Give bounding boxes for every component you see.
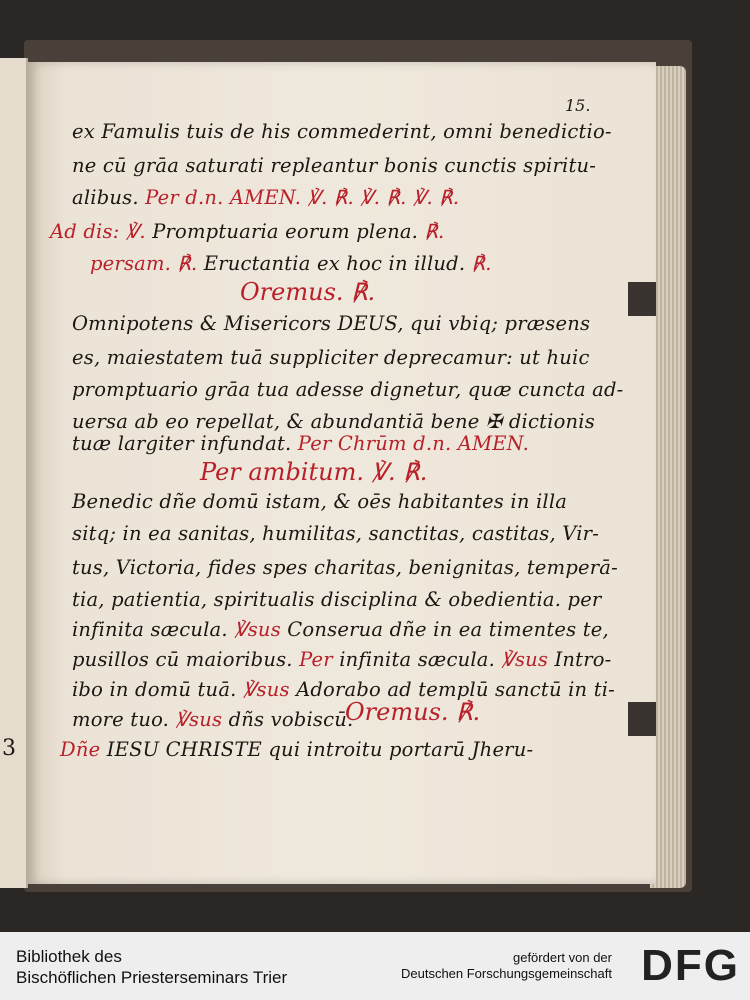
text-line: Dñe IESU CHRISTE qui introitu portarū Jheru- bbox=[60, 738, 534, 761]
text-line: uersa ab eo repellat, & abundantiā bene ✠ dictionis bbox=[72, 410, 595, 433]
text-line: ex Famulis tuis de his commederint, omni benedictio- bbox=[72, 120, 612, 143]
left-page-edge bbox=[0, 58, 28, 888]
footer-bar bbox=[0, 932, 750, 1000]
text-line: Omnipotens & Misericors DEUS, qui vbiq; præsens bbox=[72, 312, 591, 335]
left-page-fragment: 3 bbox=[2, 736, 16, 761]
text-line: tus, Victoria, fides spes charitas, benignitas, temperā- bbox=[72, 556, 618, 579]
rubric-heading: Oremus. ℟. bbox=[345, 698, 481, 726]
text-line: Benedic dñe domū istam, & oēs habitantes in illa bbox=[72, 490, 568, 513]
rubric-heading: Per ambitum. ℣. ℟. bbox=[200, 458, 428, 486]
text-line: promptuario grāa tua adesse dignetur, quæ cuncta ad- bbox=[72, 378, 624, 401]
text-line: persam. ℟. Eructantia ex hoc in illud. ℟. bbox=[90, 252, 492, 275]
text-line: ibo in domū tuā. ℣sus Adorabo ad templū sanctū in ti- bbox=[72, 678, 615, 701]
dfg-logo: DFG bbox=[641, 941, 740, 990]
text-line: ne cū grāa saturati repleantur bonis cunctis spiritu- bbox=[72, 154, 597, 177]
book-clasp bbox=[628, 282, 656, 316]
folio-number: 15. bbox=[565, 96, 591, 115]
text-line: es, maiestatem tuā suppliciter deprecamur: ut huic bbox=[72, 346, 590, 369]
funding-credit bbox=[401, 950, 612, 982]
text-line: more tuo. ℣sus dñs vobiscū. bbox=[72, 708, 354, 731]
text-line: sitq; in ea sanitas, humilitas, sanctitas, castitas, Vir- bbox=[72, 522, 599, 545]
text-line: alibus. Per d.n. AMEN. ℣. ℟. ℣. ℟. ℣. ℟. bbox=[72, 186, 460, 209]
book-clasp bbox=[628, 702, 656, 736]
funding-line: Deutschen Forschungsgemeinschaft bbox=[400, 966, 612, 981]
text-line: Ad dis: ℣. Promptuaria eorum plena. ℟. bbox=[50, 220, 445, 243]
funding-line: gefördert von der bbox=[512, 950, 612, 965]
text-line: tia, patientia, spiritualis disciplina & obedientia. per bbox=[72, 588, 602, 611]
library-line: Bibliothek des bbox=[16, 947, 122, 966]
library-line: Bischöflichen Priesterseminars Trier bbox=[16, 968, 288, 987]
text-line: infinita sæcula. ℣sus Conserua dñe in ea timentes te, bbox=[72, 618, 609, 641]
text-line: pusillos cū maioribus. Per infinita sæcula. ℣sus Intro- bbox=[72, 648, 612, 671]
text-line: tuæ largiter infundat. Per Chrūm d.n. AMEN. bbox=[72, 432, 530, 455]
rubric-heading: Oremus. ℟. bbox=[240, 278, 376, 306]
library-credit bbox=[16, 946, 287, 988]
